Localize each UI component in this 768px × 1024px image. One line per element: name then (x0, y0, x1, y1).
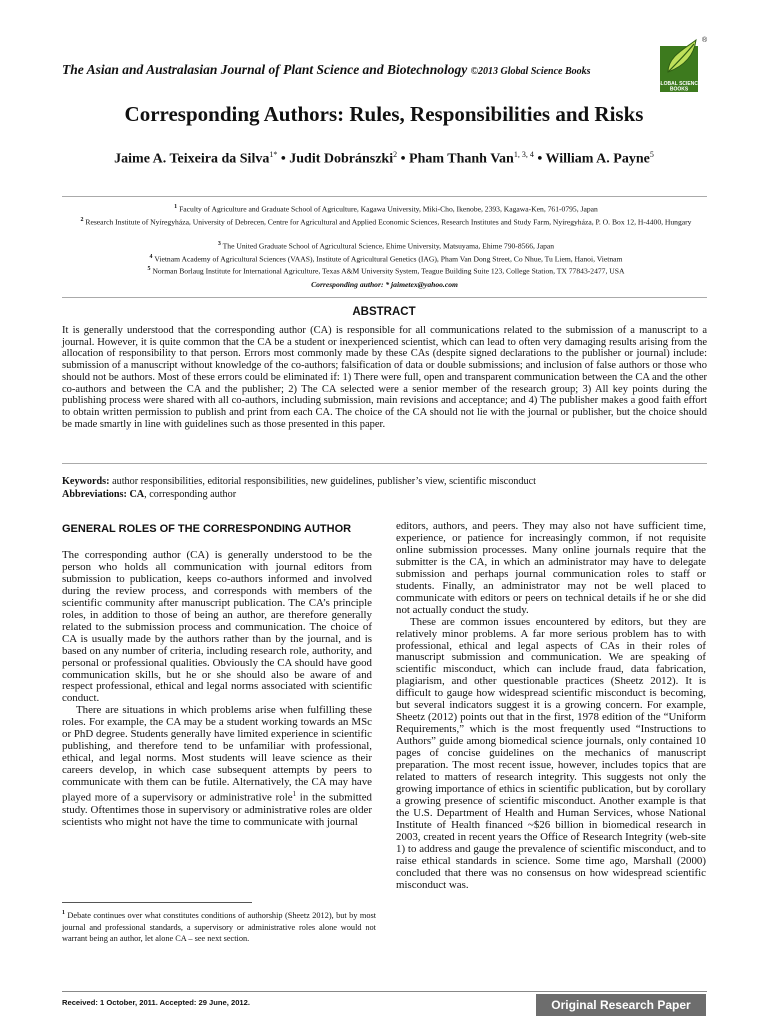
body-column-left (62, 521, 372, 829)
affiliation-text: Research Institute of Nyíregyháza, University of Debrecen, Centre for Agricultural and Applied Economic Sciences, Research Institutes and Study Farm, Nyíregyháza, P. O. Box 12, H-4400, Hungary (85, 217, 692, 227)
affiliation-text: Vietnam Academy of Agricultural Sciences (VAAS), Institute of Agricultural Genetics (IAG), Pham Van Dong Street, Co Nhue, Tu Liem, Hanoi, Vietnam (154, 254, 623, 264)
body-paragraph: The corresponding author (CA) is generally understood to be the person who holds all communication with journal editors from submission to publication, keeps co-authors informed and involved during the review process, and corresponds with members of the scientific community after manuscript publication. The CA’s principle roles, in addition to those of being an author, are therefore generally related to the submission process and communication. The choice of CA is usually made by the authors rather than by the journal, and is based on any number of criteria, including research role, authority, and personal or professional qualities. Obviously the CA should have good communication skills, but he or she should also be aware of and respect professional, ethical and legal norms associated with scientific conduct. (62, 549, 372, 705)
affiliation-number: 1 (174, 204, 178, 210)
affiliation (66, 252, 706, 265)
affiliation-text: Faculty of Agriculture and Graduate School of Agriculture, Kagawa University, Miki-Cho, Ikenobe, 2393, Kagawa-Ken, 761-0795, Japan (179, 204, 598, 214)
corresponding-label: Corresponding author (311, 280, 381, 289)
footnote-text: Debate continues over what constitutes conditions of authorship (Sheetz 2012), but by most journal and professional standards, a supervisory or administrative roles alone would not warrant being an author, let alone CA – see next section. (62, 910, 376, 944)
affiliation-number: 3 (217, 241, 221, 247)
abbreviation-text: , corresponding author (144, 488, 237, 500)
author-affil-sup: 2 (393, 150, 398, 159)
affiliation (66, 215, 706, 228)
divider (62, 463, 707, 464)
author-affil-sup: 1, 3, 4 (513, 150, 534, 159)
copyright: ©2013 Global Science Books (470, 66, 591, 77)
footnote (62, 908, 376, 945)
paragraph-text: in the submitted study. Oftentimes those in supervisory or administrative roles are older scientists who might not have the time to communicate with journal (62, 791, 372, 828)
received-dates: Received: 1 October, 2011. Accepted: 29 June, 2012. (62, 998, 250, 1007)
keywords-text: author responsibilities, editorial responsibilities, new guidelines, publisher’s view, scientific misconduct (109, 476, 536, 487)
keywords-line (62, 476, 707, 489)
author-list (0, 150, 768, 168)
journal-header (62, 62, 652, 78)
affiliation (66, 264, 706, 277)
affiliation (66, 239, 706, 252)
affiliation-text: The United Graduate School of Agricultural Science, Ehime University, Matsuyama, Ehime 790-8566, Japan (222, 241, 555, 251)
footer-rule (62, 991, 707, 992)
abbreviations-line (62, 489, 707, 502)
registered-mark: ® (702, 37, 708, 44)
affiliation-text: Norman Borlaug Institute for International Agriculture, Texas A&M University System, Teague Building Suite 123, College Station, TX 77843-2477, USA (152, 266, 625, 276)
abbreviations-label: Abbreviations: (62, 488, 127, 500)
author-name: William A. Payne (545, 151, 650, 167)
affiliation-number: 2 (80, 217, 84, 223)
abstract-heading: ABSTRACT (352, 306, 416, 318)
author-name: Pham Thanh Van (409, 151, 514, 167)
author-separator: • (397, 151, 410, 167)
divider (62, 297, 707, 298)
author-affil-sup: 5 (649, 150, 654, 159)
section-heading: GENERAL ROLES OF THE CORRESPONDING AUTHOR (62, 523, 352, 535)
body-paragraph: These are common issues encountered by editors, but they are relatively minor problems. A far more serious problem has to with professional, ethical and legal aspects of CAs in their roles of manuscript submission and communication. We are speaking of scientific misconduct, which can include fraud, data fabrication, plagiarism, and other questionable practices (Sheetz 2012). It is difficult to gauge how widespread scientific misconduct is becoming, but several indicators suggest it is a growing concern. For example, Sheetz (2012) points out that in the first, 1978 edition of the “Uniform Requirements,” which is the most frequently used “Instructions to Authors” guide among biomedical science journals, only contained 10 pages of concise guidelines on the mechanics of manuscript preparation. The most recent issue, however, includes topics that are related to matters of research integrity. This suggests not only the growing importance of ethics in scientific publication, but by corollary a growing presence of scientific misconduct. Another example is that the U.S. Department of Health and Human Services, whose National Institute of Health financed ~$26 billion in biomedical research in 2003, created in recent years the Office of Research Integrity (web-site 1) to address and gauge the prevalence of scientific misconduct, and to raise ethical standards in science. Some time ago, Marshall (2000) concluded that there was no consensus on how widespread scientific misconduct was. (396, 615, 706, 891)
logo-text-1: GLOBAL SCIENCE (656, 81, 702, 87)
author-name: Jaime A. Teixeira da Silva (114, 151, 270, 167)
affiliation-number: 5 (147, 266, 151, 272)
author-separator: • (277, 151, 290, 167)
corresponding-author (62, 280, 707, 289)
paper-type-badge: Original Research Paper (536, 994, 706, 1016)
affiliation-number: 4 (149, 254, 153, 260)
global-science-books-logo (656, 30, 708, 100)
journal-name: The Asian and Australasian Journal of Plant Science and Biotechnology (62, 62, 468, 77)
affiliation (66, 202, 706, 215)
paragraph-text: There are situations in which problems arise when fulfilling these roles. For example, the CA may be a student working towards an MSc or PhD degree. Students generally have limited experience in scientific publishing, and therefore tend to be unfamiliar with professional, ethical, and legal norms. Most students will leave science as their careers develop, in which case subsequent attempts by peers to communicate with them can be futile. Alternatively, the CA may have played more of a supervisory or administrative role (62, 704, 372, 804)
author-separator: • (533, 151, 546, 167)
author-name: Judit Dobránszki (289, 151, 394, 167)
footnote-number: 1 (62, 910, 65, 916)
paper-title: Corresponding Authors: Rules, Responsibilities and Risks (124, 102, 644, 126)
author-affil-sup: 1* (269, 150, 278, 159)
keywords-block (62, 476, 707, 501)
keywords-label: Keywords: (62, 476, 110, 487)
footnote-rule (62, 902, 252, 903)
body-paragraph: editors, authors, and peers. They may also not have sufficient time, experience, or patience for increasingly common, if not requisite online submission processes. Many online journals require that the submitter is the CA, in which an administrator may have to delegate submission and perhaps journal communication roles to staff or students. Finally, an administrator may not be well placed to communicate with editors or peers on technical details if he or she did not actually conduct the study. (396, 520, 706, 616)
body-paragraph (62, 705, 372, 828)
abstract-text: It is generally understood that the corresponding author (CA) is responsible for all communications related to the submission of a manuscript to a journal. However, it is quite common that the CA be a student or inexperienced scientist, which can lead to often very damaging results arising from the allocation of responsibility to that person. Errors most commonly made by these CAs (despite signed declarations to the publisher or journal) include: submission of a manuscript without knowledge of the co-authors; falsification of data or double submissions; and inclusion of false authors or those who should not be authors. Most of these errors could be eliminated if: 1) There were full, open and transparent communication between the CA and the other co-authors and between the CA and the publisher; 2) The CA selected were a senior member of the research group; 3) All key points during the publishing process were shared with all co-authors, including submission, main revisions and acceptance; and 4) The publisher makes a good faith effort to obtain written permission to publish and print from each CA. The choice of the CA should not lie with the journal or publisher, but the choice should be made smartly in line with guidelines such as those presented in this paper. (62, 325, 707, 430)
body-column-right (396, 521, 706, 892)
divider (62, 196, 707, 197)
abbreviation-term: CA (126, 488, 145, 500)
footnote-ref[interactable]: 1 (292, 790, 297, 799)
corresponding-email: : * jaimetex@yahoo.com (380, 280, 458, 289)
logo-text-2: BOOKS (669, 86, 689, 93)
